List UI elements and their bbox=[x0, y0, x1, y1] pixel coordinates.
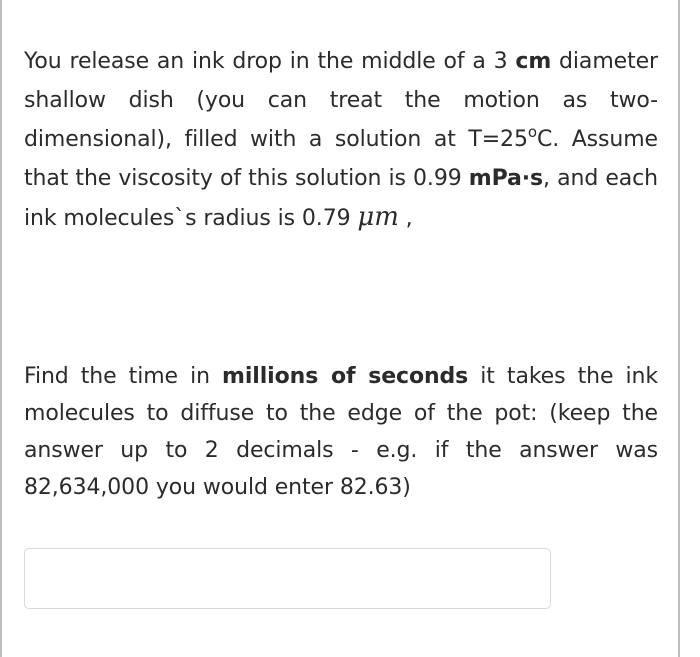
unit-micrometer: μm bbox=[357, 202, 399, 232]
task-text-2: it takes the ink molecules to diffuse to the edge of the pot: (keep the answer up to 2 decimals - e.g. if the answer was 82,634,000 you would enter 82.63) bbox=[24, 364, 658, 500]
unit-cm: cm bbox=[515, 49, 552, 74]
setup-text-2: diameter shallow dish (you can treat the motion as two-dimensional), filled with a solution at T=25 bbox=[24, 49, 658, 152]
task-text-1: Find the time in bbox=[24, 364, 223, 389]
task-emphasis: millions of seconds bbox=[222, 364, 469, 389]
question-paragraph-setup bbox=[24, 42, 658, 238]
answer-input[interactable] bbox=[24, 548, 551, 609]
setup-text-4: , and each ink molecules`s radius is 0.79 bbox=[24, 166, 658, 231]
degree-superscript: o bbox=[527, 123, 537, 141]
question-paragraph-task bbox=[24, 358, 658, 506]
setup-text-1: You release an ink drop in the middle of a 3 bbox=[24, 49, 516, 74]
unit-viscosity: mPa·s bbox=[468, 166, 544, 191]
setup-text-3: C. Assume that the viscosity of this solution is 0.99 bbox=[24, 127, 658, 191]
setup-text-5: , bbox=[398, 206, 413, 231]
